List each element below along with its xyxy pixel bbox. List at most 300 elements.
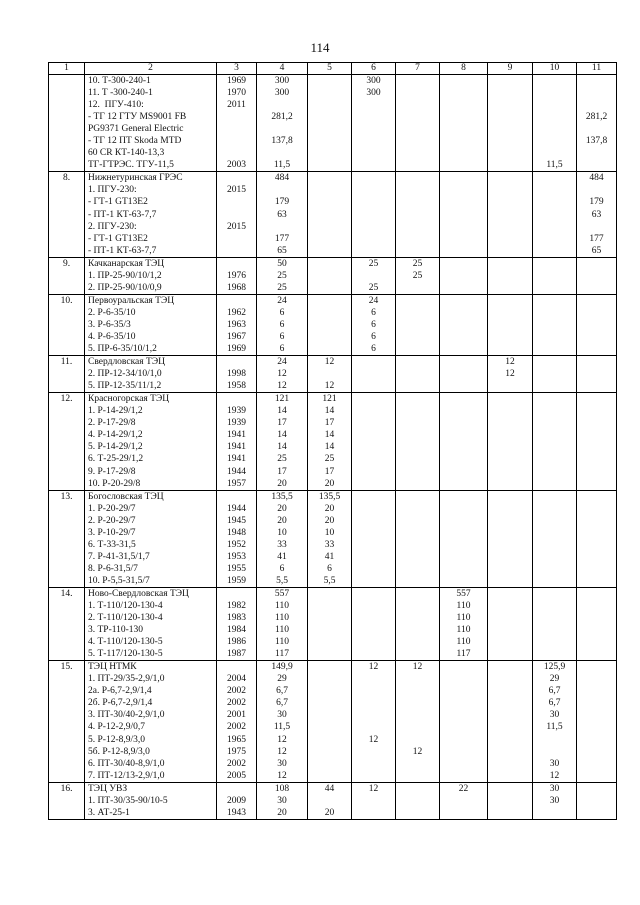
value-cell [577, 356, 617, 393]
value-cell [217, 257, 257, 294]
cell-value [440, 697, 487, 709]
cell-value [352, 588, 395, 600]
cell-value [533, 393, 576, 405]
cell-value: 6 [279, 344, 285, 355]
cell-value: 6,7 [276, 686, 288, 697]
cell-value [488, 600, 532, 612]
cell-value [352, 356, 395, 368]
cell-value [577, 624, 616, 636]
cell-value [396, 319, 439, 331]
cell-value: 17 [324, 418, 335, 429]
cell-value [257, 99, 307, 111]
cell-value [488, 685, 532, 697]
cell-value: 2002 [227, 758, 246, 769]
row-number: 13. [49, 490, 85, 587]
cell-value [577, 551, 616, 563]
cell-value [396, 159, 439, 171]
cell-value [488, 453, 532, 465]
cell-value: 6 [371, 319, 376, 330]
value-cell [352, 782, 396, 819]
cell-value [396, 734, 439, 746]
cell-value [352, 563, 395, 575]
cell-value [577, 515, 616, 527]
cell-value [488, 111, 532, 123]
value-cell [577, 587, 617, 660]
cell-value: 1969 [227, 344, 246, 355]
cell-value: 65 [591, 245, 602, 256]
equipment-name: 1. ПТ-29/35-2,9/1,0 [88, 674, 165, 685]
cell-value: 1963 [227, 319, 246, 330]
cell-value [533, 75, 576, 87]
cell-value [533, 453, 576, 465]
col-header: 9 [488, 63, 533, 75]
col-header: 3 [217, 63, 257, 75]
cell-value [308, 697, 351, 709]
value-cell [308, 356, 352, 393]
cell-value [308, 588, 351, 600]
cell-value [533, 527, 576, 539]
cell-value: 1962 [227, 307, 246, 318]
cell-value [308, 368, 351, 380]
cell-value [352, 417, 395, 429]
cell-value [308, 87, 351, 99]
cell-value [488, 159, 532, 171]
equipment-name: ТЭЦ НТМК [88, 662, 137, 673]
value-cell [396, 393, 440, 490]
equipment-name: 2. Т-110/120-130-4 [88, 613, 163, 624]
cell-value [396, 539, 439, 551]
cell-value: 12 [277, 734, 287, 745]
cell-value [308, 258, 351, 270]
cell-value [488, 807, 532, 819]
cell-value [533, 575, 576, 587]
cell-value [577, 282, 616, 294]
equipment-name: 2а. Р-6,7-2,9/1,4 [88, 686, 152, 697]
cell-value: 12 [505, 357, 515, 368]
cell-value [533, 87, 576, 99]
cell-value [488, 575, 532, 587]
cell-value [577, 783, 616, 795]
cell-value [352, 758, 395, 770]
cell-value [488, 319, 532, 331]
col-header: 7 [396, 63, 440, 75]
cell-value [577, 563, 616, 575]
value-cell [488, 490, 533, 587]
equipment-name: 5. ПР-6-35/10/1,2 [88, 344, 157, 355]
equipment-name: 4. Т-110/120-130-5 [88, 637, 163, 648]
value-cell [257, 257, 308, 294]
equipment-name: 11. Т -300-240-1 [88, 88, 153, 99]
page-number: 114 [310, 40, 330, 55]
cell-value: 1945 [227, 515, 246, 526]
value-cell [308, 393, 352, 490]
cell-value [533, 295, 576, 307]
cell-value [396, 111, 439, 123]
cell-value [577, 356, 616, 368]
cell-value [577, 527, 616, 539]
cell-value [396, 75, 439, 87]
cell-value [308, 343, 351, 355]
cell-value [352, 600, 395, 612]
cell-value [396, 466, 439, 478]
cell-value: 12 [324, 357, 335, 368]
station-cell [85, 356, 217, 393]
value-cell [396, 257, 440, 294]
cell-value [533, 99, 576, 111]
cell-value [396, 172, 439, 184]
equipment-name: 1. Р-20-29/7 [88, 503, 136, 514]
cell-value [440, 734, 487, 746]
cell-value [308, 111, 351, 123]
value-cell [533, 782, 577, 819]
cell-value [488, 758, 532, 770]
cell-value [488, 491, 532, 503]
cell-value: 1970 [227, 88, 246, 99]
cell-value [533, 111, 576, 123]
cell-value [396, 441, 439, 453]
cell-value [488, 123, 532, 135]
value-cell [488, 257, 533, 294]
cell-value [308, 123, 351, 135]
cell-value [396, 221, 439, 233]
cell-value [577, 393, 616, 405]
cell-value: 25 [277, 282, 287, 293]
cell-value [352, 159, 395, 171]
cell-value [440, 551, 487, 563]
station-cell [85, 172, 217, 257]
cell-value [396, 233, 439, 245]
cell-value [488, 466, 532, 478]
cell-value [488, 783, 532, 795]
cell-value [488, 563, 532, 575]
cell-value: 30 [277, 758, 287, 769]
cell-value [257, 221, 307, 233]
cell-value [308, 709, 351, 721]
cell-value [488, 184, 532, 196]
cell-value: 6,7 [276, 698, 288, 709]
cell-value [440, 258, 487, 270]
cell-value: 300 [274, 88, 290, 99]
value-cell [440, 661, 488, 782]
cell-value: 6 [371, 331, 376, 342]
cell-value [533, 478, 576, 490]
cell-value [440, 661, 487, 673]
cell-value [533, 588, 576, 600]
equipment-name: 3. ТР-110-130 [88, 625, 144, 636]
value-cell [396, 587, 440, 660]
cell-value [488, 99, 532, 111]
cell-value [533, 503, 576, 515]
equipment-name: 4. Р-14-29/1,2 [88, 430, 143, 441]
table-row [49, 490, 617, 587]
cell-value [533, 135, 576, 147]
cell-value [308, 135, 351, 147]
cell-value: 12 [277, 746, 287, 757]
cell-value [577, 441, 616, 453]
equipment-name: Первоуральская ТЭЦ [88, 295, 175, 306]
row-number: 9. [49, 257, 85, 294]
cell-value [488, 172, 532, 184]
cell-value [440, 527, 487, 539]
cell-value [217, 588, 256, 600]
cell-value: 30 [549, 710, 560, 721]
equipment-name: 1. ПР-25-90/10/1,2 [88, 270, 162, 281]
cell-value [396, 478, 439, 490]
equipment-name: - ПТ-1 КТ-63-7,7 [88, 209, 157, 220]
cell-value [217, 196, 256, 208]
cell-value [440, 441, 487, 453]
value-cell [533, 490, 577, 587]
value-cell [488, 172, 533, 257]
cell-value [352, 575, 395, 587]
cell-value [440, 380, 487, 392]
cell-value: 11,5 [546, 722, 563, 733]
cell-value: 6 [279, 319, 285, 330]
cell-value [577, 807, 616, 819]
cell-value [308, 685, 351, 697]
value-cell [396, 294, 440, 355]
value-cell [440, 172, 488, 257]
equipment-name: 2. ПР-25-90/10/0,9 [88, 282, 162, 293]
cell-value [440, 405, 487, 417]
cell-value [396, 368, 439, 380]
cell-value [352, 441, 395, 453]
cell-value: 1975 [227, 746, 246, 757]
cell-value [577, 721, 616, 733]
equipment-name: ТГ-ГТРЭС. ТГУ-11,5 [88, 160, 174, 171]
equipment-name: 6. Т-25-29/1,2 [88, 454, 144, 465]
cell-value [217, 233, 256, 245]
cell-value [352, 478, 395, 490]
cell-value [488, 343, 532, 355]
cell-value: 117 [275, 649, 289, 660]
cell-value [440, 307, 487, 319]
cell-value [488, 245, 532, 257]
cell-value: 110 [275, 637, 289, 648]
cell-value: 10 [324, 527, 335, 538]
cell-value [488, 734, 532, 746]
cell-value [352, 172, 395, 184]
equipment-name: 10. Р-20-29/8 [88, 478, 141, 489]
cell-value [577, 734, 616, 746]
cell-value [217, 245, 256, 257]
value-cell [488, 661, 533, 782]
equipment-name: - ТГ 12 ПТ Skoda MTD [88, 136, 182, 147]
value-cell [440, 587, 488, 660]
cell-value: 25 [412, 270, 423, 281]
cell-value [352, 453, 395, 465]
cell-value [577, 295, 616, 307]
cell-value: 12 [368, 734, 379, 745]
cell-value [352, 527, 395, 539]
equipment-name: 5. Р-14-29/1,2 [88, 442, 143, 453]
cell-value [308, 746, 351, 758]
cell-value [352, 123, 395, 135]
cell-value [440, 75, 487, 87]
cell-value: 1982 [227, 601, 246, 612]
cell-value [396, 417, 439, 429]
cell-value [577, 123, 616, 135]
cell-value: 20 [324, 478, 335, 489]
cell-value: 25 [277, 270, 287, 281]
cell-value [533, 648, 576, 660]
cell-value [440, 245, 487, 257]
cell-value [577, 75, 616, 87]
cell-value: 25 [277, 454, 287, 465]
cell-value [533, 734, 576, 746]
station-cell [85, 294, 217, 355]
cell-value: 6,7 [548, 686, 561, 697]
cell-value [396, 673, 439, 685]
cell-value: 6 [327, 563, 332, 574]
cell-value: 12 [505, 369, 515, 380]
equipment-name: 7. ПТ-12/13-2,9/1,0 [88, 770, 165, 781]
table-row [49, 661, 617, 782]
row-number: 14. [49, 587, 85, 660]
value-cell [257, 587, 308, 660]
cell-value: 2005 [227, 770, 246, 781]
cell-value [352, 515, 395, 527]
header-row [49, 63, 617, 75]
table-row [49, 356, 617, 393]
cell-value [217, 661, 256, 673]
cell-value: 110 [275, 625, 289, 636]
cell-value: 12 [277, 770, 287, 781]
cell-value: 20 [277, 515, 287, 526]
value-cell [308, 782, 352, 819]
cell-value [308, 721, 351, 733]
equipment-name: Свердловская ТЭЦ [88, 357, 165, 368]
cell-value [577, 429, 616, 441]
cell-value: 12 [368, 783, 379, 794]
value-cell [440, 257, 488, 294]
cell-value [396, 147, 439, 159]
value-cell [352, 294, 396, 355]
cell-value: 20 [324, 503, 335, 514]
cell-value [396, 307, 439, 319]
equipment-name: Богословская ТЭЦ [88, 491, 164, 502]
cell-value: 12 [324, 381, 335, 392]
cell-value [396, 527, 439, 539]
cell-value [396, 282, 439, 294]
value-cell [257, 490, 308, 587]
table-row [49, 172, 617, 257]
value-cell [440, 393, 488, 490]
cell-value: 2002 [227, 686, 246, 697]
cell-value [533, 282, 576, 294]
cell-value [217, 147, 256, 159]
cell-value [352, 673, 395, 685]
cell-value [488, 551, 532, 563]
table-row [49, 294, 617, 355]
cell-value [577, 575, 616, 587]
station-cell [85, 587, 217, 660]
cell-value [396, 709, 439, 721]
cell-value: 1967 [227, 331, 246, 342]
row-number: 12. [49, 393, 85, 490]
cell-value [352, 429, 395, 441]
cell-value: 110 [456, 637, 471, 648]
equipment-name: PG9371 General Electric [88, 124, 184, 135]
cell-value [488, 441, 532, 453]
station-cell [85, 782, 217, 819]
cell-value [308, 795, 351, 807]
value-cell [217, 587, 257, 660]
cell-value [488, 75, 532, 87]
cell-value [217, 258, 256, 270]
cell-value [440, 221, 487, 233]
cell-value: 135,5 [318, 491, 341, 502]
value-cell [257, 393, 308, 490]
cell-value: 300 [366, 88, 381, 99]
cell-value: 149,9 [271, 662, 293, 673]
cell-value [440, 709, 487, 721]
cell-value: 12 [277, 369, 287, 380]
cell-value: 121 [322, 394, 337, 405]
cell-value [440, 159, 487, 171]
cell-value [396, 491, 439, 503]
cell-value [577, 159, 616, 171]
cell-value [577, 539, 616, 551]
cell-value [308, 307, 351, 319]
cell-value [217, 783, 256, 795]
cell-value: 50 [277, 258, 287, 269]
cell-value [488, 588, 532, 600]
value-cell [488, 75, 533, 172]
row-number: 11. [49, 356, 85, 393]
cell-value [352, 405, 395, 417]
cell-value [577, 147, 616, 159]
equipment-name: 3. АТ-25-1 [88, 807, 130, 818]
cell-value [488, 478, 532, 490]
cell-value: 14 [324, 430, 335, 441]
cell-value [308, 612, 351, 624]
cell-value [396, 393, 439, 405]
cell-value [396, 697, 439, 709]
cell-value: 557 [456, 588, 471, 599]
cell-value [440, 503, 487, 515]
cell-value [352, 746, 395, 758]
equipment-name: 10. Р-5,5-31,5/7 [88, 575, 150, 586]
cell-value: 1965 [227, 734, 246, 745]
cell-value [577, 466, 616, 478]
row-number: 8. [49, 172, 85, 257]
cell-value [396, 600, 439, 612]
cell-value [488, 147, 532, 159]
value-cell [308, 294, 352, 355]
cell-value [396, 563, 439, 575]
cell-value [577, 612, 616, 624]
cell-value: 179 [589, 197, 604, 208]
col-header: 4 [257, 63, 308, 75]
cell-value [440, 209, 487, 221]
col-header: 10 [533, 63, 577, 75]
cell-value: 6 [279, 307, 285, 318]
cell-value: 2001 [227, 710, 246, 721]
equipment-name: 7. Р-41-31,5/1,7 [88, 551, 150, 562]
cell-value [396, 245, 439, 257]
equipment-name: 2. ПР-12-34/10/1,0 [88, 369, 162, 380]
cell-value: 1948 [227, 527, 246, 538]
cell-value [440, 770, 487, 782]
cell-value [308, 245, 351, 257]
cell-value [488, 648, 532, 660]
cell-value [396, 612, 439, 624]
cell-value: 110 [275, 613, 289, 624]
cell-value: 117 [456, 649, 471, 660]
cell-value [488, 612, 532, 624]
cell-value: 2004 [227, 674, 246, 685]
